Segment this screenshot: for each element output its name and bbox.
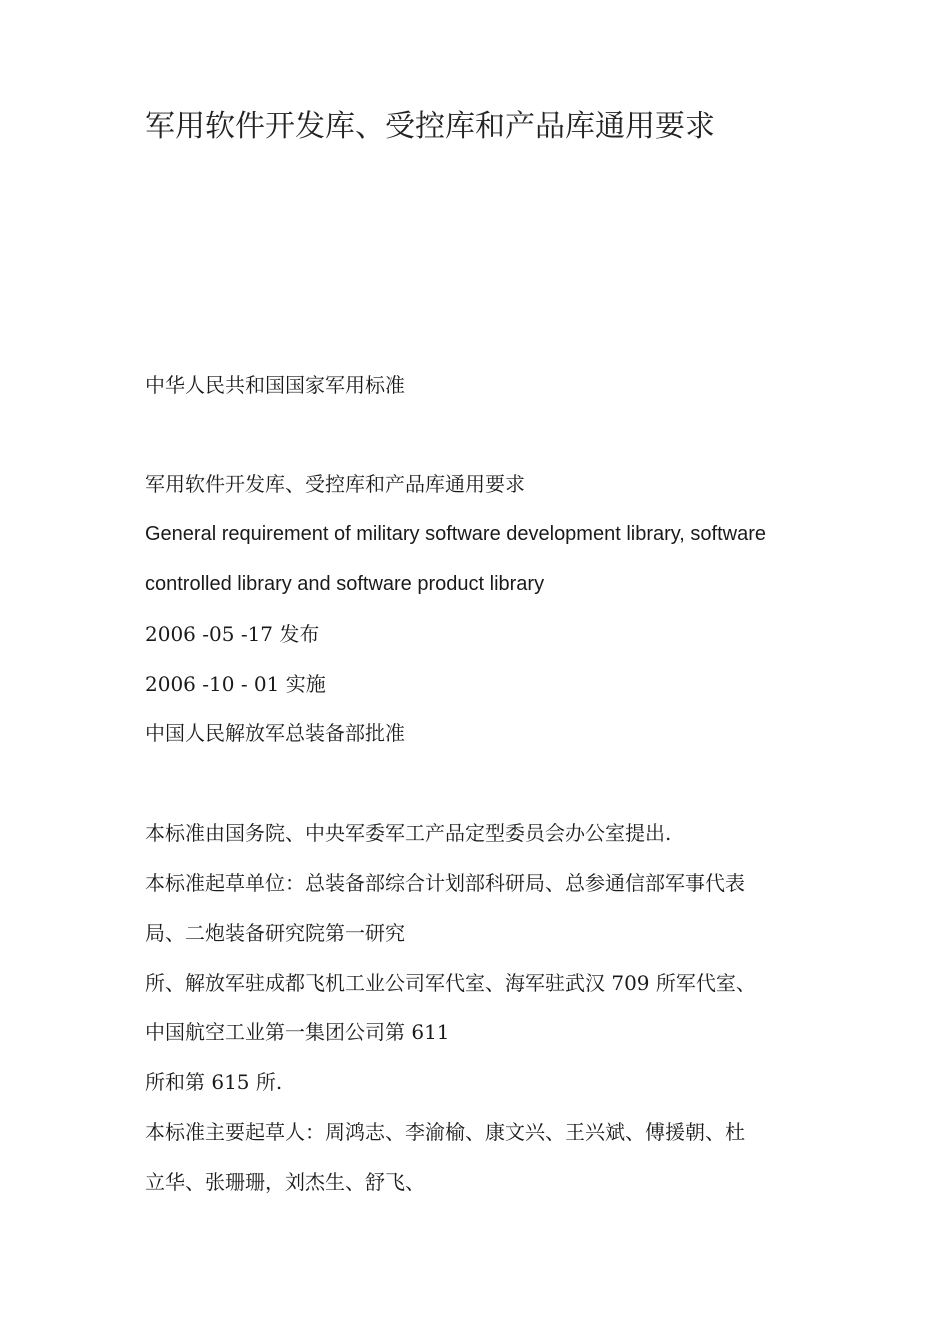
drafting-units-line-1: 本标准起草单位：总装备部综合计划部科研局、总参通信部军事代表 [145, 871, 745, 895]
approved-by: 中国人民解放军总装备部批准 [145, 721, 405, 745]
drafting-units-line-4: 中国航空工业第一集团公司第 611 [145, 1020, 450, 1044]
proposed-by-paragraph: 本标准由国务院、中央军委军工产品定型委员会办公室提出. [145, 821, 672, 845]
subtitle-english-line-2: controlled library and software product library [145, 573, 545, 595]
drafting-units-line-5: 所和第 615 所. [145, 1070, 283, 1094]
drafting-units-line-3: 所、解放军驻成都飞机工业公司军代室、海军驻武汉 709 所军代室、 [145, 971, 756, 995]
drafters-line-2: 立华、张珊珊，刘杰生、舒飞、 [145, 1170, 425, 1194]
drafting-units-line-2: 局、二炮装备研究院第一研究 [145, 921, 405, 945]
issue-date: 2006 -05 -17 发布 [145, 622, 320, 646]
subtitle-chinese: 军用软件开发库、受控库和产品库通用要求 [145, 472, 525, 496]
document-title: 军用软件开发库、受控库和产品库通用要求 [145, 109, 715, 144]
drafters-line-1: 本标准主要起草人：周鸿志、李渝榆、康文兴、王兴斌、傅援朝、杜 [145, 1120, 745, 1144]
subtitle-english-line-1: General requirement of military software development library, software [145, 523, 766, 545]
implementation-date: 2006 -10 - 01 实施 [145, 672, 326, 696]
standard-type: 中华人民共和国国家军用标准 [145, 373, 405, 397]
